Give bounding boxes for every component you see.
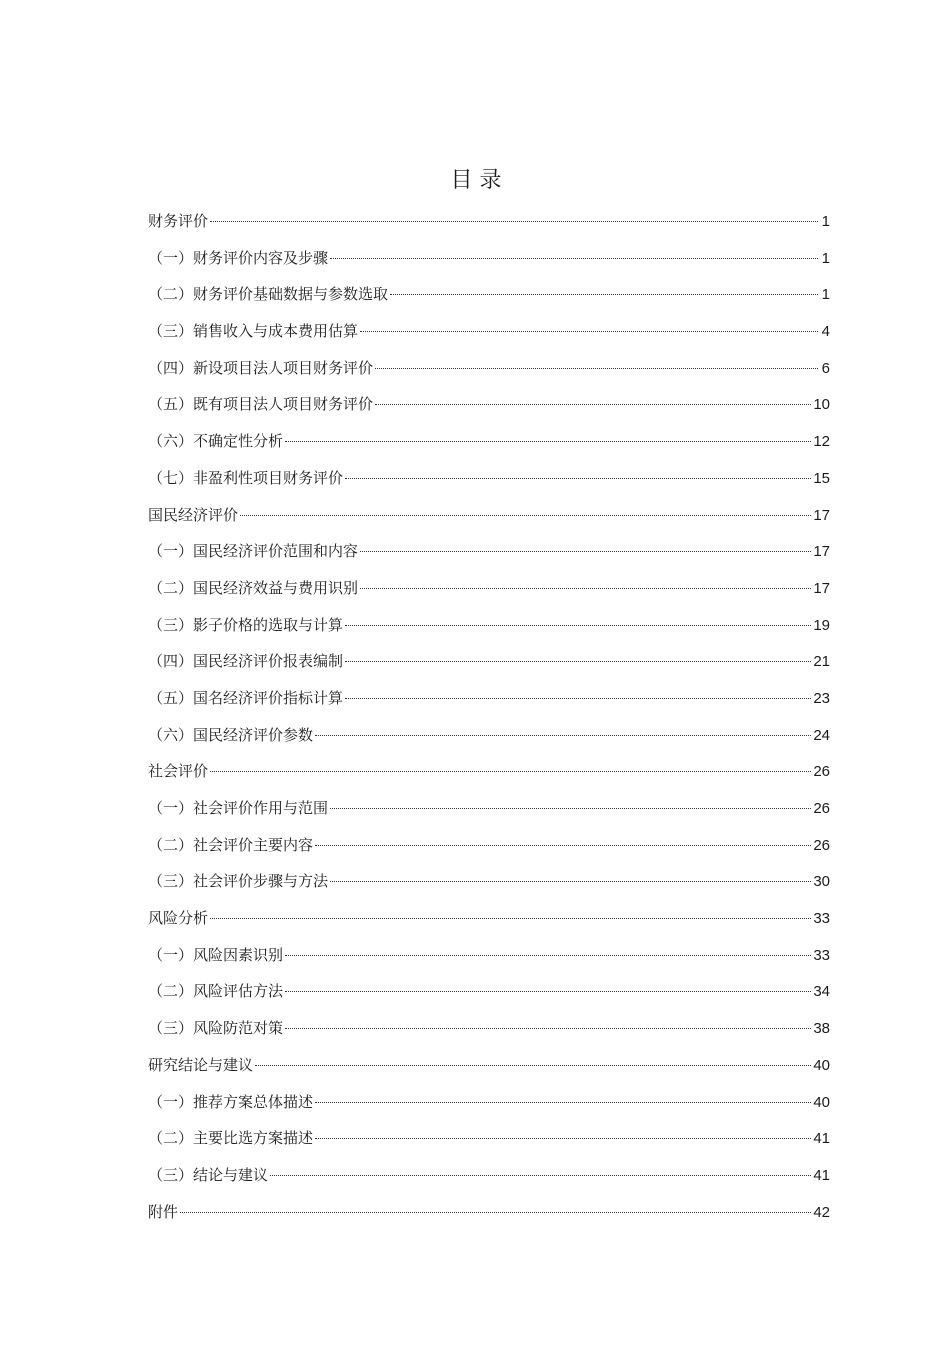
toc-entry-page-number: 33 [813,910,830,928]
toc-entry-label: （三）销售收入与成本费用估算 [148,322,359,341]
toc-entry-label: （四）国民经济评价报表编制 [148,652,344,671]
toc-entry[interactable] [148,1157,830,1194]
toc-entry-label: （二）财务评价基础数据与参数选取 [148,285,389,304]
toc-entry-page-number: 15 [813,469,830,487]
toc-entry[interactable] [148,937,830,974]
toc-dot-leader [210,917,811,919]
toc-entry-label: （二）国民经济效益与费用识别 [148,578,359,597]
toc-entry-page-number: 41 [813,1166,830,1184]
toc-entry-page-number: 41 [813,1130,830,1148]
toc-entry[interactable] [148,460,830,497]
toc-dot-leader [210,770,811,772]
toc-entry[interactable] [148,1084,830,1121]
toc-entry[interactable] [148,753,830,790]
toc-entry-label: （七）非盈利性项目财务评价 [148,468,344,487]
toc-entry-label: （三）风险防范对策 [148,1019,284,1038]
toc-entry[interactable] [148,607,830,644]
toc-dot-leader [345,660,811,662]
toc-entry[interactable] [148,497,830,534]
toc-entry-label: 社会评价 [148,762,209,781]
toc-dot-leader [330,257,818,259]
toc-entry-page-number: 40 [813,1093,830,1111]
toc-entry-page-number: 33 [813,946,830,964]
toc-entry[interactable] [148,1120,830,1157]
toc-entry[interactable] [148,533,830,570]
toc-entry-page-number: 19 [813,616,830,634]
toc-entry[interactable] [148,240,830,277]
toc-entry[interactable] [148,350,830,387]
toc-entry-page-number: 30 [813,873,830,891]
toc-entry-label: 财务评价 [148,212,209,230]
toc-dot-leader [285,954,811,956]
toc-entry[interactable] [148,680,830,717]
toc-entry[interactable] [148,313,830,350]
toc-dot-leader [360,330,818,332]
toc-dot-leader [315,844,811,846]
toc-entry-label: （三）社会评价步骤与方法 [148,872,329,891]
toc-entry[interactable] [148,790,830,827]
toc-dot-leader [345,477,811,479]
toc-entry-page-number: 1 [821,286,830,304]
toc-entry[interactable] [148,643,830,680]
toc-entry[interactable] [148,276,830,313]
toc-dot-leader [315,734,811,736]
toc-entry-label: （一）风险因素识别 [148,945,284,964]
toc-entry-label: （一）财务评价内容及步骤 [148,248,329,267]
toc-entry-label: （六）国民经济评价参数 [148,725,314,744]
toc-dot-leader [375,367,818,369]
toc-entry-page-number: 26 [813,836,830,854]
toc-entry[interactable] [148,1047,830,1084]
toc-entry-label: （四）新设项目法人项目财务评价 [148,358,374,377]
toc-dot-leader [255,1064,811,1066]
toc-entry-label: （五）国名经济评价指标计算 [148,688,344,707]
toc-entry-label: （二）主要比选方案描述 [148,1129,314,1148]
toc-entry[interactable] [148,827,830,864]
toc-dot-leader [375,403,811,405]
toc-entry-label: 研究结论与建议 [148,1055,254,1074]
toc-entry-page-number: 40 [813,1056,830,1074]
toc-entry-page-number: 17 [813,506,830,524]
toc-dot-leader [285,440,811,442]
toc-dot-leader [210,220,818,222]
toc-entry-label: （一）推荐方案总体描述 [148,1092,314,1111]
toc-entry-label: （五）既有项目法人项目财务评价 [148,395,374,414]
toc-entry[interactable] [148,973,830,1010]
toc-dot-leader [330,807,811,809]
toc-entry-page-number: 6 [821,359,830,377]
toc-dot-leader [315,1101,811,1103]
toc-entry-page-number: 17 [813,543,830,561]
toc-entry-page-number: 42 [813,1203,830,1221]
toc-entry-page-number: 21 [813,653,830,671]
toc-entry[interactable] [148,863,830,900]
toc-entry-page-number: 10 [813,396,830,414]
table-of-contents [148,203,830,1230]
toc-entry[interactable] [148,717,830,754]
toc-entry-label: （六）不确定性分析 [148,432,284,451]
toc-entry-page-number: 38 [813,1020,830,1038]
toc-entry[interactable] [148,900,830,937]
toc-entry-label: 附件 [148,1202,179,1221]
toc-dot-leader [315,1137,811,1139]
toc-entry[interactable] [148,1194,830,1231]
toc-dot-leader [360,587,811,589]
toc-entry[interactable] [148,570,830,607]
toc-dot-leader [240,514,811,516]
toc-entry-page-number: 17 [813,579,830,597]
toc-entry[interactable] [148,1010,830,1047]
toc-entry-label: 风险分析 [148,909,209,928]
toc-dot-leader [270,1174,811,1176]
toc-entry[interactable] [148,203,830,240]
toc-entry-label: （三）结论与建议 [148,1165,269,1184]
toc-dot-leader [285,1027,811,1029]
toc-entry-page-number: 1 [821,249,830,267]
toc-entry-page-number: 1 [821,213,830,230]
toc-entry-label: （一）国民经济评价范围和内容 [148,542,359,561]
toc-entry-page-number: 23 [813,689,830,707]
toc-entry-page-number: 34 [813,983,830,1001]
toc-entry-label: （二）风险评估方法 [148,982,284,1001]
toc-entry-page-number: 24 [813,726,830,744]
toc-dot-leader [390,293,818,295]
toc-entry-page-number: 12 [813,433,830,451]
page-title: 目 录 [450,168,502,193]
toc-entry[interactable] [148,423,830,460]
toc-entry-page-number: 26 [813,800,830,817]
toc-entry-label: 国民经济评价 [148,505,239,524]
toc-dot-leader [345,624,811,626]
toc-entry-label: （一）社会评价作用与范围 [148,799,329,817]
toc-dot-leader [330,880,811,882]
toc-entry-label: （三）影子价格的选取与计算 [148,615,344,634]
toc-dot-leader [360,550,811,552]
toc-dot-leader [285,990,811,992]
toc-dot-leader [345,697,811,699]
toc-entry-page-number: 26 [813,763,830,781]
toc-entry-page-number: 4 [821,323,830,341]
toc-entry[interactable] [148,386,830,423]
toc-entry-label: （二）社会评价主要内容 [148,835,314,854]
toc-dot-leader [180,1211,811,1213]
